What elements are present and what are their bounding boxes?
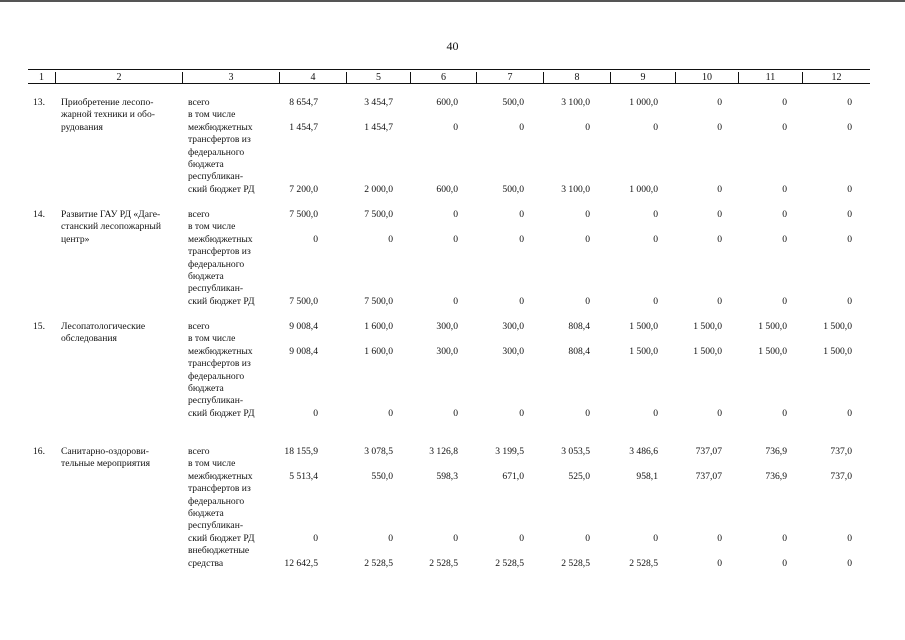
column-header-10: 10	[675, 72, 738, 83]
header-bottom-rule	[28, 83, 870, 84]
column-header-8: 8	[543, 72, 610, 83]
value-cell-col-5: 7 500,0	[364, 209, 393, 220]
value-cell-col-12: 0	[847, 557, 852, 569]
column-header-7: 7	[476, 72, 543, 83]
value-cell-col-11: 0	[782, 532, 787, 544]
value-cell-col-7: 300,0	[502, 345, 524, 357]
funding-source-label: всего	[188, 97, 210, 108]
value-cell-col-12: 1 500,0	[823, 345, 852, 357]
value-cell-col-5: 3 454,7	[364, 97, 393, 108]
value-cell-col-12: 0	[847, 121, 852, 133]
value-cell-col-10: 0	[717, 532, 722, 544]
value-cell-col-4: 9 008,4	[289, 321, 318, 332]
funding-source-label: республикан- ский бюджет РД	[188, 395, 255, 419]
funding-source-label: всего	[188, 209, 210, 220]
value-cell-col-5: 3 078,5	[364, 446, 393, 457]
header-top-rule	[28, 69, 870, 70]
value-cell-col-8: 3 053,5	[561, 446, 590, 457]
value-cell-col-9: 0	[653, 121, 658, 133]
value-cell-col-8: 0	[585, 121, 590, 133]
column-header-12: 12	[802, 72, 870, 83]
funding-source-label: внебюджетные средства	[188, 545, 250, 569]
value-cell-col-10: 0	[717, 557, 722, 569]
value-cell-col-9: 1 000,0	[629, 183, 658, 195]
column-header-3: 3	[182, 72, 279, 83]
value-cell-col-6: 300,0	[436, 345, 458, 357]
value-cell-col-6: 600,0	[436, 183, 458, 195]
page-number: 40	[446, 39, 459, 53]
funding-source-label: межбюджетных трансфертов из федерального бюджета	[188, 121, 253, 171]
funding-source-label: в том числе	[188, 221, 236, 233]
value-cell-col-4: 8 654,7	[289, 97, 318, 108]
measure-name: Лесопатологические обследования	[61, 321, 146, 345]
value-cell-col-10: 0	[717, 97, 722, 108]
value-cell-col-5: 1 600,0	[364, 345, 393, 357]
value-cell-col-4: 7 200,0	[289, 183, 318, 195]
column-header-9: 9	[610, 72, 675, 83]
value-cell-col-8: 0	[585, 209, 590, 220]
value-cell-col-12: 737,0	[830, 446, 852, 457]
value-cell-col-5: 1 600,0	[364, 321, 393, 332]
value-cell-col-7: 0	[519, 121, 524, 133]
funding-source-label: республикан- ский бюджет РД	[188, 283, 255, 307]
value-cell-col-4: 0	[313, 407, 318, 419]
value-cell-col-9: 0	[653, 209, 658, 220]
value-cell-col-11: 736,9	[765, 470, 787, 482]
funding-source-label: всего	[188, 321, 210, 332]
value-cell-col-11: 736,9	[765, 446, 787, 457]
value-cell-col-6: 0	[453, 121, 458, 133]
value-cell-col-7: 500,0	[502, 97, 524, 108]
value-cell-col-5: 1 454,7	[364, 121, 393, 133]
value-cell-col-11: 0	[782, 557, 787, 569]
value-cell-col-5: 0	[388, 407, 393, 419]
value-cell-col-8: 0	[585, 295, 590, 307]
value-cell-col-8: 0	[585, 233, 590, 245]
value-cell-col-6: 598,3	[436, 470, 458, 482]
value-cell-col-4: 9 008,4	[289, 345, 318, 357]
value-cell-col-6: 0	[453, 407, 458, 419]
value-cell-col-9: 0	[653, 295, 658, 307]
value-cell-col-10: 1 500,0	[693, 321, 722, 332]
value-cell-col-7: 3 199,5	[495, 446, 524, 457]
value-cell-col-5: 550,0	[371, 470, 393, 482]
value-cell-col-7: 0	[519, 233, 524, 245]
value-cell-col-11: 1 500,0	[758, 321, 787, 332]
value-cell-col-4: 0	[313, 233, 318, 245]
value-cell-col-12: 0	[847, 532, 852, 544]
measure-name: Приобретение лесопо- жарной техники и обо- рудования	[61, 97, 155, 133]
row-number: 15.	[33, 321, 45, 332]
value-cell-col-5: 2 000,0	[364, 183, 393, 195]
value-cell-col-9: 958,1	[636, 470, 658, 482]
value-cell-col-4: 18 155,9	[284, 446, 318, 457]
value-cell-col-10: 737,07	[695, 446, 722, 457]
value-cell-col-6: 0	[453, 209, 458, 220]
value-cell-col-7: 0	[519, 532, 524, 544]
value-cell-col-9: 0	[653, 532, 658, 544]
value-cell-col-4: 1 454,7	[289, 121, 318, 133]
value-cell-col-6: 3 126,8	[429, 446, 458, 457]
value-cell-col-12: 0	[847, 233, 852, 245]
value-cell-col-9: 1 000,0	[629, 97, 658, 108]
value-cell-col-5: 0	[388, 532, 393, 544]
scan-edge	[0, 0, 905, 2]
column-header-6: 6	[410, 72, 476, 83]
value-cell-col-9: 1 500,0	[629, 345, 658, 357]
value-cell-col-11: 0	[782, 295, 787, 307]
value-cell-col-6: 0	[453, 532, 458, 544]
funding-source-label: межбюджетных трансфертов из федерального бюджета	[188, 470, 253, 520]
value-cell-col-8: 0	[585, 532, 590, 544]
value-cell-col-7: 2 528,5	[495, 557, 524, 569]
value-cell-col-11: 0	[782, 233, 787, 245]
funding-source-label: в том числе	[188, 109, 236, 121]
value-cell-col-11: 0	[782, 121, 787, 133]
value-cell-col-7: 500,0	[502, 183, 524, 195]
funding-source-label: в том числе	[188, 333, 236, 345]
value-cell-col-11: 0	[782, 97, 787, 108]
value-cell-col-8: 808,4	[568, 321, 590, 332]
value-cell-col-6: 2 528,5	[429, 557, 458, 569]
value-cell-col-10: 0	[717, 407, 722, 419]
funding-source-label: в том числе	[188, 458, 236, 470]
value-cell-col-12: 737,0	[830, 470, 852, 482]
value-cell-col-7: 300,0	[502, 321, 524, 332]
column-header-11: 11	[738, 72, 802, 83]
value-cell-col-12: 0	[847, 183, 852, 195]
value-cell-col-5: 7 500,0	[364, 295, 393, 307]
value-cell-col-7: 0	[519, 209, 524, 220]
value-cell-col-6: 600,0	[436, 97, 458, 108]
measure-name: Санитарно-оздорови- тельные мероприятия	[61, 446, 150, 470]
value-cell-col-10: 0	[717, 209, 722, 220]
value-cell-col-10: 1 500,0	[693, 345, 722, 357]
value-cell-col-5: 0	[388, 233, 393, 245]
value-cell-col-7: 0	[519, 295, 524, 307]
value-cell-col-8: 808,4	[568, 345, 590, 357]
value-cell-col-9: 0	[653, 407, 658, 419]
funding-source-label: всего	[188, 446, 210, 457]
funding-source-label: республикан- ский бюджет РД	[188, 520, 255, 544]
value-cell-col-12: 0	[847, 97, 852, 108]
value-cell-col-8: 3 100,0	[561, 183, 590, 195]
value-cell-col-12: 0	[847, 209, 852, 220]
value-cell-col-10: 737,07	[695, 470, 722, 482]
value-cell-col-4: 7 500,0	[289, 209, 318, 220]
column-header-5: 5	[346, 72, 410, 83]
funding-source-label: республикан- ский бюджет РД	[188, 171, 255, 195]
value-cell-col-5: 2 528,5	[364, 557, 393, 569]
value-cell-col-11: 1 500,0	[758, 345, 787, 357]
value-cell-col-9: 0	[653, 233, 658, 245]
value-cell-col-6: 0	[453, 295, 458, 307]
value-cell-col-7: 671,0	[502, 470, 524, 482]
value-cell-col-10: 0	[717, 183, 722, 195]
value-cell-col-8: 2 528,5	[561, 557, 590, 569]
value-cell-col-10: 0	[717, 233, 722, 245]
value-cell-col-12: 0	[847, 407, 852, 419]
row-number: 13.	[33, 97, 45, 108]
measure-name: Развитие ГАУ РД «Даге- станский лесопожарный центр»	[61, 209, 161, 245]
value-cell-col-11: 0	[782, 209, 787, 220]
value-cell-col-4: 7 500,0	[289, 295, 318, 307]
column-header-2: 2	[55, 72, 182, 83]
value-cell-col-8: 525,0	[568, 470, 590, 482]
value-cell-col-9: 1 500,0	[629, 321, 658, 332]
value-cell-col-4: 0	[313, 532, 318, 544]
column-header-1: 1	[39, 72, 44, 83]
value-cell-col-8: 0	[585, 407, 590, 419]
row-number: 16.	[33, 446, 45, 457]
column-header-4: 4	[279, 72, 346, 83]
value-cell-col-12: 1 500,0	[823, 321, 852, 332]
row-number: 14.	[33, 209, 45, 220]
value-cell-col-6: 300,0	[436, 321, 458, 332]
value-cell-col-9: 2 528,5	[629, 557, 658, 569]
value-cell-col-7: 0	[519, 407, 524, 419]
value-cell-col-6: 0	[453, 233, 458, 245]
value-cell-col-11: 0	[782, 183, 787, 195]
value-cell-col-8: 3 100,0	[561, 97, 590, 108]
funding-source-label: межбюджетных трансфертов из федерального бюджета	[188, 233, 253, 283]
value-cell-col-9: 3 486,6	[629, 446, 658, 457]
funding-source-label: межбюджетных трансфертов из федерального бюджета	[188, 345, 253, 395]
value-cell-col-11: 0	[782, 407, 787, 419]
value-cell-col-10: 0	[717, 295, 722, 307]
value-cell-col-4: 12 642,5	[284, 557, 318, 569]
value-cell-col-4: 5 513,4	[289, 470, 318, 482]
value-cell-col-10: 0	[717, 121, 722, 133]
value-cell-col-12: 0	[847, 295, 852, 307]
